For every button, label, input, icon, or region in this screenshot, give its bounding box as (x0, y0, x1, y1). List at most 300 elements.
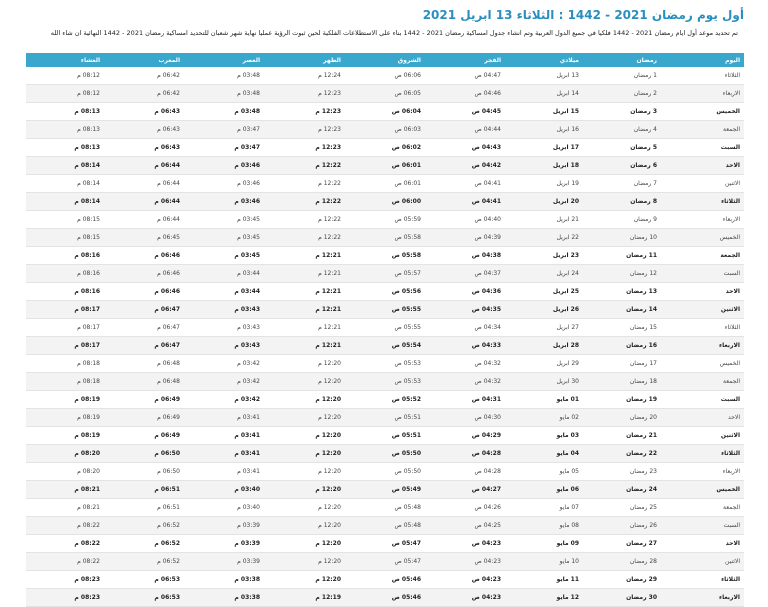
cell-gregorian-date: 16 ابريل (505, 121, 583, 139)
cell-dhuhr-time: 12:21 م (264, 337, 345, 355)
table-row (26, 229, 744, 247)
cell-gregorian-date: 24 ابريل (505, 265, 583, 283)
cell-day: الخميس (661, 481, 744, 499)
table-header (26, 53, 744, 67)
cell-fajr-time: 04:26 ص (425, 499, 505, 517)
cell-gregorian-date: 10 مايو (505, 553, 583, 571)
cell-day: الاربعاء (661, 589, 744, 607)
cell-maghrib-time: 06:52 م (104, 517, 184, 535)
cell-sunrise-time: 05:50 ص (345, 445, 425, 463)
header-isha: العشاء (26, 53, 104, 67)
cell-dhuhr-time: 12:20 م (264, 499, 345, 517)
cell-fajr-time: 04:37 ص (425, 265, 505, 283)
header-row (26, 53, 744, 67)
cell-sunrise-time: 05:55 ص (345, 319, 425, 337)
cell-maghrib-time: 06:53 م (104, 571, 184, 589)
table-row (26, 301, 744, 319)
cell-isha-time: 08:13 م (26, 121, 104, 139)
cell-day: الاثنين (661, 301, 744, 319)
cell-asr-time: 03:42 م (184, 391, 264, 409)
table-row (26, 481, 744, 499)
cell-asr-time: 03:38 م (184, 589, 264, 607)
header-asr: العصر (184, 53, 264, 67)
table-row (26, 409, 744, 427)
cell-asr-time: 03:43 م (184, 301, 264, 319)
cell-maghrib-time: 06:49 م (104, 391, 184, 409)
cell-asr-time: 03:45 م (184, 211, 264, 229)
cell-day: الخميس (661, 229, 744, 247)
cell-sunrise-time: 05:52 ص (345, 391, 425, 409)
cell-sunrise-time: 05:47 ص (345, 535, 425, 553)
table-row (26, 103, 744, 121)
cell-day: الاربعاء (661, 463, 744, 481)
cell-gregorian-date: 01 مايو (505, 391, 583, 409)
cell-asr-time: 03:48 م (184, 103, 264, 121)
cell-day: الاثنين (661, 175, 744, 193)
cell-maghrib-time: 06:43 م (104, 103, 184, 121)
cell-isha-time: 08:20 م (26, 463, 104, 481)
table-row (26, 355, 744, 373)
table-row (26, 85, 744, 103)
cell-gregorian-date: 25 ابريل (505, 283, 583, 301)
cell-day: الاربعاء (661, 211, 744, 229)
cell-gregorian-date: 20 ابريل (505, 193, 583, 211)
cell-sunrise-time: 05:46 ص (345, 589, 425, 607)
cell-sunrise-time: 05:54 ص (345, 337, 425, 355)
cell-isha-time: 08:20 م (26, 445, 104, 463)
cell-day: السبت (661, 139, 744, 157)
cell-dhuhr-time: 12:23 م (264, 121, 345, 139)
cell-asr-time: 03:47 م (184, 121, 264, 139)
cell-day: الثلاثاء (661, 571, 744, 589)
cell-gregorian-date: 29 ابريل (505, 355, 583, 373)
table-row (26, 553, 744, 571)
cell-day: السبت (661, 517, 744, 535)
cell-sunrise-time: 05:58 ص (345, 229, 425, 247)
cell-ramadan-day: 25 رمضان (583, 499, 661, 517)
cell-sunrise-time: 05:56 ص (345, 283, 425, 301)
cell-isha-time: 08:15 م (26, 229, 104, 247)
cell-gregorian-date: 06 مايو (505, 481, 583, 499)
table-row (26, 571, 744, 589)
cell-sunrise-time: 05:49 ص (345, 481, 425, 499)
cell-fajr-time: 04:40 ص (425, 211, 505, 229)
cell-isha-time: 08:22 م (26, 517, 104, 535)
table-row (26, 193, 744, 211)
cell-isha-time: 08:22 م (26, 553, 104, 571)
cell-dhuhr-time: 12:22 م (264, 157, 345, 175)
cell-dhuhr-time: 12:21 م (264, 319, 345, 337)
cell-dhuhr-time: 12:22 م (264, 211, 345, 229)
cell-dhuhr-time: 12:20 م (264, 463, 345, 481)
cell-gregorian-date: 08 مايو (505, 517, 583, 535)
cell-maghrib-time: 06:47 م (104, 319, 184, 337)
cell-fajr-time: 04:44 ص (425, 121, 505, 139)
cell-gregorian-date: 19 ابريل (505, 175, 583, 193)
cell-isha-time: 08:16 م (26, 247, 104, 265)
cell-gregorian-date: 07 مايو (505, 499, 583, 517)
cell-dhuhr-time: 12:20 م (264, 571, 345, 589)
cell-dhuhr-time: 12:20 م (264, 427, 345, 445)
cell-gregorian-date: 12 مايو (505, 589, 583, 607)
cell-sunrise-time: 06:03 ص (345, 121, 425, 139)
cell-asr-time: 03:40 م (184, 481, 264, 499)
cell-isha-time: 08:19 م (26, 409, 104, 427)
cell-sunrise-time: 06:05 ص (345, 85, 425, 103)
cell-maghrib-time: 06:44 م (104, 157, 184, 175)
table-row (26, 463, 744, 481)
cell-isha-time: 08:12 م (26, 85, 104, 103)
table-row (26, 535, 744, 553)
header-dhuhr: الظهر (264, 53, 345, 67)
cell-ramadan-day: 21 رمضان (583, 427, 661, 445)
cell-isha-time: 08:21 م (26, 481, 104, 499)
cell-day: الجمعة (661, 499, 744, 517)
cell-asr-time: 03:38 م (184, 571, 264, 589)
cell-maghrib-time: 06:45 م (104, 229, 184, 247)
cell-ramadan-day: 6 رمضان (583, 157, 661, 175)
cell-dhuhr-time: 12:21 م (264, 265, 345, 283)
cell-fajr-time: 04:41 ص (425, 175, 505, 193)
cell-sunrise-time: 06:00 ص (345, 193, 425, 211)
cell-isha-time: 08:18 م (26, 373, 104, 391)
cell-isha-time: 08:21 م (26, 499, 104, 517)
cell-fajr-time: 04:32 ص (425, 373, 505, 391)
cell-asr-time: 03:41 م (184, 463, 264, 481)
cell-day: الجمعة (661, 373, 744, 391)
cell-dhuhr-time: 12:20 م (264, 355, 345, 373)
cell-day: الجمعة (661, 121, 744, 139)
cell-sunrise-time: 05:53 ص (345, 355, 425, 373)
cell-fajr-time: 04:45 ص (425, 103, 505, 121)
cell-fajr-time: 04:31 ص (425, 391, 505, 409)
cell-sunrise-time: 05:47 ص (345, 553, 425, 571)
cell-ramadan-day: 3 رمضان (583, 103, 661, 121)
cell-maghrib-time: 06:49 م (104, 427, 184, 445)
cell-isha-time: 08:12 م (26, 67, 104, 85)
cell-fajr-time: 04:46 ص (425, 85, 505, 103)
table-row (26, 139, 744, 157)
cell-ramadan-day: 26 رمضان (583, 517, 661, 535)
table-row (26, 517, 744, 535)
cell-ramadan-day: 17 رمضان (583, 355, 661, 373)
header-ramadan: رمضان (583, 53, 661, 67)
cell-asr-time: 03:48 م (184, 85, 264, 103)
cell-fajr-time: 04:47 ص (425, 67, 505, 85)
cell-gregorian-date: 17 ابريل (505, 139, 583, 157)
cell-sunrise-time: 05:55 ص (345, 301, 425, 319)
cell-day: السبت (661, 265, 744, 283)
cell-fajr-time: 04:23 ص (425, 589, 505, 607)
cell-sunrise-time: 06:04 ص (345, 103, 425, 121)
cell-asr-time: 03:43 م (184, 337, 264, 355)
cell-day: الثلاثاء (661, 193, 744, 211)
cell-asr-time: 03:39 م (184, 535, 264, 553)
cell-isha-time: 08:14 م (26, 157, 104, 175)
header-fajr: الفجر (425, 53, 505, 67)
cell-ramadan-day: 16 رمضان (583, 337, 661, 355)
cell-ramadan-day: 30 رمضان (583, 589, 661, 607)
cell-isha-time: 08:19 م (26, 427, 104, 445)
table-row (26, 427, 744, 445)
table-row (26, 211, 744, 229)
cell-ramadan-day: 27 رمضان (583, 535, 661, 553)
cell-maghrib-time: 06:46 م (104, 247, 184, 265)
table-row (26, 337, 744, 355)
table-body (26, 67, 744, 607)
cell-sunrise-time: 06:02 ص (345, 139, 425, 157)
cell-dhuhr-time: 12:23 م (264, 139, 345, 157)
cell-asr-time: 03:42 م (184, 355, 264, 373)
cell-fajr-time: 04:23 ص (425, 535, 505, 553)
cell-dhuhr-time: 12:20 م (264, 481, 345, 499)
cell-ramadan-day: 20 رمضان (583, 409, 661, 427)
cell-dhuhr-time: 12:20 م (264, 373, 345, 391)
cell-gregorian-date: 03 مايو (505, 427, 583, 445)
cell-ramadan-day: 14 رمضان (583, 301, 661, 319)
cell-day: الثلاثاء (661, 67, 744, 85)
cell-fajr-time: 04:34 ص (425, 319, 505, 337)
cell-dhuhr-time: 12:20 م (264, 535, 345, 553)
cell-isha-time: 08:15 م (26, 211, 104, 229)
cell-asr-time: 03:46 م (184, 157, 264, 175)
cell-maghrib-time: 06:53 م (104, 589, 184, 607)
cell-dhuhr-time: 12:19 م (264, 589, 345, 607)
cell-dhuhr-time: 12:21 م (264, 283, 345, 301)
cell-asr-time: 03:42 م (184, 373, 264, 391)
cell-isha-time: 08:16 م (26, 283, 104, 301)
cell-sunrise-time: 06:06 ص (345, 67, 425, 85)
cell-maghrib-time: 06:46 م (104, 265, 184, 283)
cell-ramadan-day: 4 رمضان (583, 121, 661, 139)
cell-isha-time: 08:22 م (26, 535, 104, 553)
cell-day: السبت (661, 391, 744, 409)
header-day: اليوم (661, 53, 744, 67)
cell-gregorian-date: 04 مايو (505, 445, 583, 463)
cell-ramadan-day: 19 رمضان (583, 391, 661, 409)
cell-maghrib-time: 06:49 م (104, 409, 184, 427)
cell-ramadan-day: 22 رمضان (583, 445, 661, 463)
cell-gregorian-date: 05 مايو (505, 463, 583, 481)
table-row (26, 175, 744, 193)
cell-maghrib-time: 06:43 م (104, 139, 184, 157)
cell-fajr-time: 04:30 ص (425, 409, 505, 427)
cell-ramadan-day: 24 رمضان (583, 481, 661, 499)
cell-ramadan-day: 8 رمضان (583, 193, 661, 211)
cell-isha-time: 08:17 م (26, 319, 104, 337)
cell-gregorian-date: 13 ابريل (505, 67, 583, 85)
cell-gregorian-date: 22 ابريل (505, 229, 583, 247)
cell-dhuhr-time: 12:20 م (264, 445, 345, 463)
cell-sunrise-time: 05:59 ص (345, 211, 425, 229)
cell-sunrise-time: 05:57 ص (345, 265, 425, 283)
cell-maghrib-time: 06:47 م (104, 301, 184, 319)
ramadan-timetable (26, 53, 744, 607)
cell-maghrib-time: 06:43 م (104, 121, 184, 139)
cell-dhuhr-time: 12:21 م (264, 247, 345, 265)
table-row (26, 283, 744, 301)
cell-isha-time: 08:16 م (26, 265, 104, 283)
cell-dhuhr-time: 12:21 م (264, 301, 345, 319)
cell-day: الاثنين (661, 427, 744, 445)
cell-ramadan-day: 12 رمضان (583, 265, 661, 283)
cell-fajr-time: 04:28 ص (425, 445, 505, 463)
cell-fajr-time: 04:32 ص (425, 355, 505, 373)
table-row (26, 589, 744, 607)
cell-day: الاربعاء (661, 85, 744, 103)
cell-asr-time: 03:39 م (184, 553, 264, 571)
cell-ramadan-day: 9 رمضان (583, 211, 661, 229)
cell-day: الثلاثاء (661, 445, 744, 463)
cell-isha-time: 08:19 م (26, 391, 104, 409)
cell-sunrise-time: 05:51 ص (345, 409, 425, 427)
cell-isha-time: 08:13 م (26, 139, 104, 157)
table-row (26, 157, 744, 175)
intro-paragraph: تم تحديد موعد أول ايام رمضان 2021 - 1442 فلكيا في جميع الدول العربية وتم انشاء جدول امساكية رمضان 2021 - 1442 بناء على الاستطلاعات الفلكية لحين ثبوت الرؤية عمليا نهاية شهر شعبان للتحديد امساكية رمضان 2021 - 1442 النهائية ان شاء الله (50, 29, 738, 37)
cell-fajr-time: 04:42 ص (425, 157, 505, 175)
cell-isha-time: 08:17 م (26, 337, 104, 355)
cell-ramadan-day: 18 رمضان (583, 373, 661, 391)
cell-day: الاحد (661, 157, 744, 175)
cell-dhuhr-time: 12:22 م (264, 175, 345, 193)
cell-gregorian-date: 23 ابريل (505, 247, 583, 265)
cell-asr-time: 03:45 م (184, 247, 264, 265)
cell-dhuhr-time: 12:20 م (264, 553, 345, 571)
page-title: أول يوم رمضان 2021 - 1442 : الثلاثاء 13 ابريل 2021 (422, 8, 744, 22)
cell-isha-time: 08:23 م (26, 571, 104, 589)
cell-day: الاثنين (661, 553, 744, 571)
table-row (26, 391, 744, 409)
cell-sunrise-time: 05:48 ص (345, 517, 425, 535)
cell-asr-time: 03:44 م (184, 283, 264, 301)
cell-sunrise-time: 05:46 ص (345, 571, 425, 589)
table-row (26, 265, 744, 283)
cell-maghrib-time: 06:44 م (104, 175, 184, 193)
cell-maghrib-time: 06:50 م (104, 463, 184, 481)
cell-gregorian-date: 21 ابريل (505, 211, 583, 229)
cell-day: الاحد (661, 283, 744, 301)
cell-fajr-time: 04:25 ص (425, 517, 505, 535)
cell-gregorian-date: 26 ابريل (505, 301, 583, 319)
cell-maghrib-time: 06:52 م (104, 553, 184, 571)
cell-maghrib-time: 06:51 م (104, 481, 184, 499)
cell-maghrib-time: 06:42 م (104, 85, 184, 103)
cell-fajr-time: 04:23 ص (425, 571, 505, 589)
cell-fajr-time: 04:33 ص (425, 337, 505, 355)
table-row (26, 499, 744, 517)
cell-fajr-time: 04:23 ص (425, 553, 505, 571)
cell-isha-time: 08:13 م (26, 103, 104, 121)
cell-dhuhr-time: 12:20 م (264, 517, 345, 535)
table-row (26, 121, 744, 139)
cell-dhuhr-time: 12:23 م (264, 103, 345, 121)
cell-gregorian-date: 30 ابريل (505, 373, 583, 391)
cell-maghrib-time: 06:50 م (104, 445, 184, 463)
cell-maghrib-time: 06:44 م (104, 211, 184, 229)
cell-ramadan-day: 15 رمضان (583, 319, 661, 337)
cell-gregorian-date: 28 ابريل (505, 337, 583, 355)
cell-day: الاحد (661, 409, 744, 427)
table-row (26, 67, 744, 85)
cell-asr-time: 03:46 م (184, 193, 264, 211)
cell-sunrise-time: 05:48 ص (345, 499, 425, 517)
cell-dhuhr-time: 12:20 م (264, 409, 345, 427)
cell-asr-time: 03:41 م (184, 409, 264, 427)
cell-asr-time: 03:40 م (184, 499, 264, 517)
cell-maghrib-time: 06:48 م (104, 355, 184, 373)
table-row (26, 247, 744, 265)
header-maghrib: المغرب (104, 53, 184, 67)
cell-sunrise-time: 05:50 ص (345, 463, 425, 481)
cell-maghrib-time: 06:47 م (104, 337, 184, 355)
cell-asr-time: 03:39 م (184, 517, 264, 535)
table-row (26, 319, 744, 337)
cell-fajr-time: 04:43 ص (425, 139, 505, 157)
cell-fajr-time: 04:29 ص (425, 427, 505, 445)
cell-gregorian-date: 18 ابريل (505, 157, 583, 175)
header-sunrise: الشروق (345, 53, 425, 67)
cell-isha-time: 08:14 م (26, 193, 104, 211)
cell-gregorian-date: 15 ابريل (505, 103, 583, 121)
cell-fajr-time: 04:35 ص (425, 301, 505, 319)
cell-dhuhr-time: 12:24 م (264, 67, 345, 85)
cell-day: الاحد (661, 535, 744, 553)
cell-isha-time: 08:14 م (26, 175, 104, 193)
cell-maghrib-time: 06:52 م (104, 535, 184, 553)
cell-dhuhr-time: 12:22 م (264, 229, 345, 247)
cell-dhuhr-time: 12:22 م (264, 193, 345, 211)
cell-gregorian-date: 09 مايو (505, 535, 583, 553)
cell-asr-time: 03:41 م (184, 427, 264, 445)
cell-ramadan-day: 2 رمضان (583, 85, 661, 103)
cell-maghrib-time: 06:44 م (104, 193, 184, 211)
header-gregorian: ميلادي (505, 53, 583, 67)
cell-gregorian-date: 11 مايو (505, 571, 583, 589)
cell-dhuhr-time: 12:20 م (264, 391, 345, 409)
cell-maghrib-time: 06:42 م (104, 67, 184, 85)
cell-day: الخميس (661, 355, 744, 373)
cell-maghrib-time: 06:48 م (104, 373, 184, 391)
table-row (26, 373, 744, 391)
cell-ramadan-day: 23 رمضان (583, 463, 661, 481)
cell-gregorian-date: 27 ابريل (505, 319, 583, 337)
cell-ramadan-day: 5 رمضان (583, 139, 661, 157)
cell-ramadan-day: 1 رمضان (583, 67, 661, 85)
cell-maghrib-time: 06:46 م (104, 283, 184, 301)
cell-gregorian-date: 02 مايو (505, 409, 583, 427)
cell-ramadan-day: 13 رمضان (583, 283, 661, 301)
cell-sunrise-time: 05:53 ص (345, 373, 425, 391)
cell-sunrise-time: 06:01 ص (345, 157, 425, 175)
cell-ramadan-day: 28 رمضان (583, 553, 661, 571)
cell-day: الجمعة (661, 247, 744, 265)
cell-day: الخميس (661, 103, 744, 121)
cell-fajr-time: 04:39 ص (425, 229, 505, 247)
cell-day: الاربعاء (661, 337, 744, 355)
cell-ramadan-day: 10 رمضان (583, 229, 661, 247)
cell-ramadan-day: 29 رمضان (583, 571, 661, 589)
ramadan-schedule (26, 53, 744, 607)
cell-fajr-time: 04:27 ص (425, 481, 505, 499)
cell-fajr-time: 04:36 ص (425, 283, 505, 301)
cell-ramadan-day: 7 رمضان (583, 175, 661, 193)
cell-gregorian-date: 14 ابريل (505, 85, 583, 103)
cell-sunrise-time: 05:58 ص (345, 247, 425, 265)
cell-isha-time: 08:23 م (26, 589, 104, 607)
table-row (26, 445, 744, 463)
cell-fajr-time: 04:38 ص (425, 247, 505, 265)
cell-ramadan-day: 11 رمضان (583, 247, 661, 265)
